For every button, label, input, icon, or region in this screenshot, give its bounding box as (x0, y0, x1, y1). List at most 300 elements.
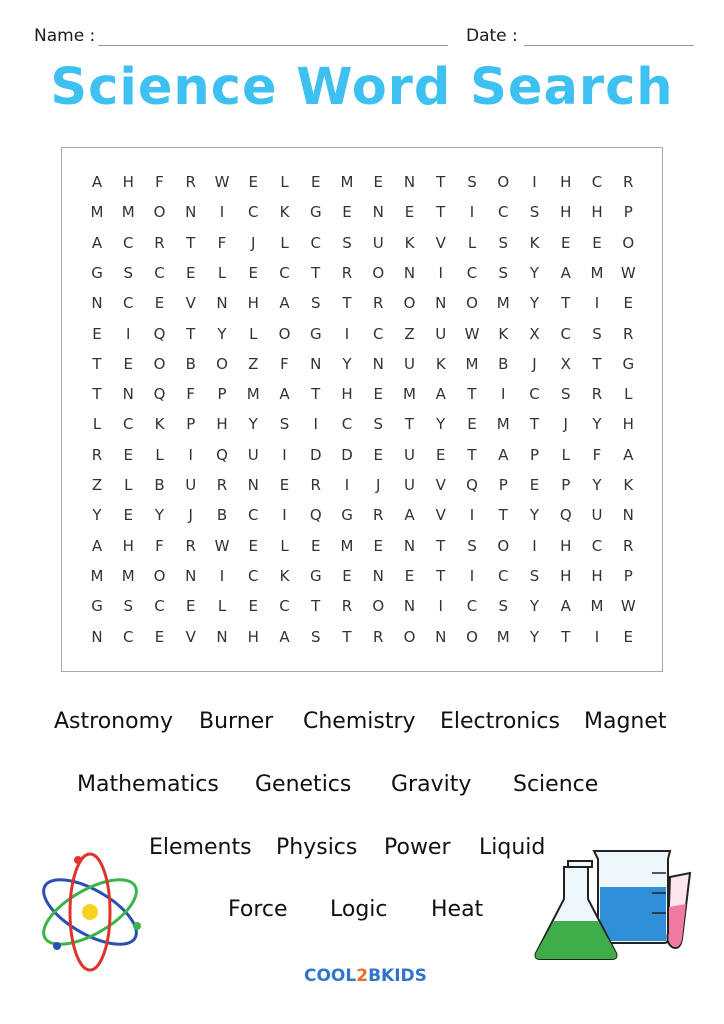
grid-letter: E (248, 536, 258, 555)
grid-letter: Y (436, 415, 446, 434)
grid-letter: U (404, 445, 415, 464)
grid-letter: E (373, 385, 383, 404)
grid-letter: V (185, 627, 196, 646)
brand-part-1: COOL (304, 966, 357, 986)
grid-letter: T (436, 566, 446, 585)
grid-letter: A (91, 536, 103, 555)
grid-letter: S (592, 324, 602, 343)
grid-letter: L (155, 445, 164, 464)
grid-letter: R (185, 173, 196, 191)
grid-letter: E (467, 415, 477, 434)
date-label: Date : (466, 26, 518, 46)
grid-letter: A (560, 597, 571, 616)
grid-letter: A (279, 294, 290, 313)
grid-letter: Y (342, 354, 352, 373)
grid-letter: Q (216, 445, 228, 464)
grid-letter: G (309, 203, 322, 222)
grid-letter: Y (529, 263, 540, 282)
word-item: Heat (431, 897, 484, 922)
word-item: Gravity (391, 772, 472, 797)
grid-letter: Y (592, 415, 602, 434)
word-item: Science (513, 772, 599, 797)
grid-letter: U (404, 354, 415, 373)
grid-letter: N (185, 566, 197, 585)
grid-letter: G (341, 506, 353, 525)
grid-letter: S (529, 203, 540, 222)
grid-letter: Y (529, 627, 540, 646)
grid-letter: Z (91, 476, 103, 494)
grid-letter: Y (248, 415, 258, 434)
grid-letter: B (154, 476, 165, 494)
name-label: Name : (34, 26, 96, 46)
grid-letter: R (373, 627, 384, 646)
grid-letter: Q (559, 506, 572, 525)
grid-letter: Y (592, 476, 602, 494)
grid-letter: E (342, 566, 352, 585)
grid-letter: R (623, 324, 634, 343)
grid-letter: E (154, 627, 165, 646)
grid-letter: G (622, 354, 635, 373)
grid-letter: I (469, 203, 475, 222)
grid-letter: O (153, 354, 166, 373)
grid-letter: P (217, 385, 227, 404)
grid-letter: M (590, 597, 604, 616)
grid-letter: E (404, 566, 415, 585)
grid-letter: O (278, 324, 291, 343)
grid-letter: L (280, 173, 289, 191)
grid-letter: E (279, 476, 290, 494)
grid-letter: T (467, 445, 477, 464)
grid-letter: M (90, 203, 104, 222)
grid-letter: C (591, 173, 603, 191)
grid-letter: C (279, 263, 290, 282)
grid-letter: C (498, 203, 509, 222)
grid-letter: S (467, 536, 477, 555)
grid-letter: C (123, 233, 134, 252)
grid-letter: Y (529, 294, 540, 313)
grid-letter: U (404, 476, 415, 494)
grid-letter: S (498, 233, 509, 252)
word-item: Logic (330, 897, 388, 922)
word-item: Physics (276, 835, 358, 860)
grid-letter: E (123, 506, 133, 525)
grid-letter: L (217, 263, 227, 282)
grid-letter: L (467, 233, 477, 252)
name-line[interactable] (98, 45, 448, 46)
grid-letter: I (188, 445, 193, 464)
grid-letter: H (341, 385, 353, 404)
grid-letter: F (592, 445, 602, 464)
grid-letter: O (216, 354, 228, 373)
grid-letter: S (123, 263, 134, 282)
grid-letter: Q (309, 506, 322, 525)
grid-letter: H (247, 627, 259, 646)
grid-letter: C (498, 566, 509, 585)
grid-letter: L (624, 385, 633, 404)
grid-letter: N (403, 597, 416, 616)
grid-letter: A (435, 385, 446, 404)
grid-letter: T (561, 294, 571, 313)
grid-letter: R (373, 506, 384, 525)
grid-letter: N (403, 263, 416, 282)
grid-letter: E (248, 597, 258, 616)
grid-letter: I (532, 173, 537, 191)
grid-letter: L (280, 233, 289, 252)
grid-letter: R (623, 173, 634, 191)
grid-letter: N (122, 385, 134, 404)
grid-letter: R (91, 445, 103, 464)
grid-letter: T (342, 294, 352, 313)
grid-letter: M (496, 627, 510, 646)
grid-letter: L (249, 324, 258, 343)
grid-letter: R (154, 233, 165, 252)
grid-letter: I (126, 324, 131, 343)
grid-letter: U (372, 233, 384, 252)
grid-letter: H (560, 536, 572, 555)
grid-letter: R (185, 536, 196, 555)
grid-letter: S (123, 597, 134, 616)
grid-letter: V (435, 233, 446, 252)
grid-letter: A (623, 445, 634, 464)
grid-letter: E (373, 445, 383, 464)
grid-letter: N (435, 627, 447, 646)
grid-letter: H (622, 415, 634, 434)
grid-letter: I (219, 566, 225, 585)
grid-letter: I (438, 263, 443, 282)
grid-letter: O (497, 173, 510, 191)
grid-letter: X (560, 354, 571, 373)
grid-letter: O (466, 627, 478, 646)
grid-letter: N (372, 203, 384, 222)
grid-letter: H (247, 294, 259, 313)
grid-letter: P (561, 476, 571, 494)
grid-letter: E (248, 173, 258, 191)
grid-letter: R (310, 476, 321, 494)
grid-letter: S (560, 385, 571, 404)
grid-letter: N (403, 536, 416, 555)
grid-letter: E (436, 445, 446, 464)
grid-letter: Q (466, 476, 478, 494)
grid-letter: P (529, 445, 540, 464)
grid-letter: E (373, 173, 383, 191)
grid-letter: M (496, 294, 510, 313)
grid-letter: S (373, 415, 384, 434)
word-item: Astronomy (54, 709, 174, 734)
grid-letter: V (185, 294, 196, 313)
grid-letter: B (216, 506, 228, 525)
grid-letter: F (155, 536, 164, 555)
grid-letter: W (214, 173, 230, 191)
grid-letter: K (435, 354, 446, 373)
word-item: Power (384, 835, 451, 860)
grid-letter: T (592, 354, 602, 373)
grid-letter: T (311, 263, 321, 282)
grid-letter: E (186, 597, 196, 616)
brand-part-3: BKIDS (368, 966, 427, 986)
grid-letter: T (436, 203, 446, 222)
grid-letter: T (404, 415, 415, 434)
grid-letter: K (279, 566, 290, 585)
grid-letter: C (529, 385, 540, 404)
grid-letter: I (469, 566, 475, 585)
grid-letter: I (344, 324, 350, 343)
grid-letter: J (376, 476, 381, 494)
grid-letter: N (372, 566, 384, 585)
word-search-grid (61, 147, 663, 672)
grid-letter: M (465, 354, 479, 373)
grid-letter: T (92, 354, 102, 373)
grid-letter: T (342, 627, 352, 646)
grid-letter: W (214, 536, 230, 555)
grid-letter: R (623, 536, 634, 555)
grid-letter: C (154, 597, 165, 616)
grid-letter: T (529, 415, 540, 434)
grid-letter: O (372, 597, 385, 616)
grid-letter: T (92, 385, 102, 404)
grid-letter: M (121, 566, 135, 585)
grid-letter: G (309, 324, 322, 343)
grid-letter: W (620, 597, 636, 616)
grid-letter: O (153, 566, 166, 585)
grid-letter: A (279, 385, 290, 404)
grid-letter: E (186, 263, 196, 282)
grid-letter: C (591, 536, 603, 555)
grid-letter: H (216, 415, 228, 434)
grid-letter: N (622, 506, 634, 525)
grid-letter: G (309, 566, 322, 585)
grid-letter: I (469, 506, 475, 525)
grid-letter: C (341, 415, 353, 434)
grid-letter: M (90, 566, 104, 585)
word-item: Burner (199, 709, 274, 734)
grid-letter: I (313, 415, 318, 434)
word-item: Mathematics (77, 772, 219, 797)
grid-letter: I (501, 385, 506, 404)
grid-letter: T (467, 385, 477, 404)
grid-letter: E (123, 445, 133, 464)
grid-letter: A (279, 627, 290, 646)
grid-letter: U (435, 324, 447, 343)
grid-letter: Y (92, 506, 102, 525)
grid-letter: N (435, 294, 447, 313)
grid-letter: A (498, 445, 509, 464)
grid-letter: E (92, 324, 102, 343)
grid-letter: L (217, 597, 227, 616)
grid-letter: B (498, 354, 509, 373)
grid-letter: N (372, 354, 384, 373)
grid-letter: C (123, 294, 134, 313)
grid-letter: I (282, 506, 287, 525)
grid-letter: P (623, 566, 633, 585)
grid-letter: S (529, 566, 540, 585)
grid-letter: P (186, 415, 196, 434)
grid-letter: F (280, 354, 289, 373)
grid-letter: E (404, 203, 415, 222)
grid-letter: N (91, 627, 103, 646)
grid-letter: I (594, 627, 600, 646)
grid-letter: B (185, 354, 196, 373)
word-item: Force (228, 897, 288, 922)
date-line[interactable] (524, 45, 694, 46)
grid-letter: V (435, 476, 446, 494)
grid-letter: Z (404, 324, 415, 343)
grid-letter: V (435, 506, 446, 525)
word-item: Genetics (255, 772, 352, 797)
grid-letter: O (403, 627, 416, 646)
grid-letter: H (122, 173, 134, 191)
grid-letter: J (563, 415, 568, 434)
grid-letter: N (216, 627, 228, 646)
grid-letter: R (341, 263, 353, 282)
grid-letter: E (561, 233, 571, 252)
grid-letter: E (592, 233, 602, 252)
brand-logo[interactable] (304, 966, 427, 986)
grid-letter: M (496, 415, 510, 434)
grid-letter: E (311, 536, 321, 555)
grid-letter: E (529, 476, 540, 494)
grid-letter: E (342, 203, 352, 222)
grid-letter: T (498, 506, 508, 525)
atom-icon (30, 848, 152, 974)
brand-part-2: 2 (356, 966, 369, 986)
grid-letter: E (623, 294, 633, 313)
grid-letter: R (591, 385, 603, 404)
grid-letter: J (188, 506, 193, 525)
grid-letter: H (560, 203, 572, 222)
page-title: Science Word Search (50, 58, 674, 117)
grid-letter: N (247, 476, 259, 494)
grid-letter: M (340, 536, 354, 555)
grid-letter: Y (154, 506, 165, 525)
grid-letter: K (498, 324, 509, 343)
grid-letter: T (436, 536, 446, 555)
grid-letter: F (217, 233, 227, 252)
grid-letter: Y (529, 506, 540, 525)
grid-letter: Y (529, 597, 540, 616)
lab-glassware-icon (532, 843, 698, 963)
grid-letter: S (279, 415, 290, 434)
grid-letter: K (623, 476, 634, 494)
grid-letter: M (590, 263, 604, 282)
grid-letter: H (560, 566, 572, 585)
grid-letter: M (403, 385, 416, 404)
grid-letter: O (403, 294, 416, 313)
grid-letter: N (216, 294, 228, 313)
grid-letter: X (529, 324, 540, 343)
grid-letter: F (155, 173, 164, 191)
grid-letter: L (561, 445, 570, 464)
grid-letter: A (91, 233, 103, 252)
grid-letter: G (91, 263, 103, 282)
grid-letter: S (498, 263, 509, 282)
grid-letter: E (154, 294, 165, 313)
grid-letter: N (403, 173, 416, 191)
grid-letter: T (311, 385, 321, 404)
grid-letter: O (466, 294, 478, 313)
word-item: Liquid (479, 835, 546, 860)
grid-letter: W (464, 324, 480, 343)
grid-letter: L (92, 415, 102, 434)
word-item: Electronics (440, 709, 560, 734)
grid-letter: T (436, 173, 446, 191)
grid-letter: I (219, 203, 225, 222)
grid-letter: C (279, 597, 290, 616)
grid-letter: H (591, 566, 603, 585)
grid-letter: P (623, 203, 633, 222)
grid-letter: O (497, 536, 510, 555)
grid-letter: C (123, 627, 134, 646)
grid-letter: U (591, 506, 603, 525)
grid-letter: E (623, 627, 633, 646)
grid-letter: Q (153, 385, 166, 404)
grid-letter: R (216, 476, 228, 494)
grid-letter: S (342, 233, 352, 252)
grid-letter: M (340, 173, 354, 191)
grid-letter: C (248, 566, 259, 585)
grid-letter: R (373, 294, 384, 313)
grid-letter: H (122, 536, 134, 555)
grid-letter: D (341, 445, 353, 464)
grid-letter: O (622, 233, 635, 252)
grid-letter: C (310, 233, 321, 252)
grid-letter: K (404, 233, 415, 252)
grid-letter: I (594, 294, 600, 313)
grid-letter: L (280, 536, 289, 555)
grid-letter: L (124, 476, 133, 494)
grid-letter: J (251, 233, 256, 252)
word-item: Chemistry (303, 709, 416, 734)
grid-letter: S (467, 173, 477, 191)
grid-letter: C (466, 597, 478, 616)
grid-letter: A (404, 506, 415, 525)
grid-letter: U (185, 476, 197, 494)
grid-letter: O (372, 263, 385, 282)
grid-letter: U (247, 445, 259, 464)
grid-letter: C (154, 263, 165, 282)
grid-letter: T (311, 597, 321, 616)
grid-letter: O (153, 203, 166, 222)
grid-letter: H (591, 203, 603, 222)
grid-letter: M (121, 203, 135, 222)
grid-letter: S (310, 627, 321, 646)
grid-letter: E (123, 354, 133, 373)
grid-letter: H (560, 173, 572, 191)
grid-letter: E (248, 263, 258, 282)
word-item: Elements (149, 835, 252, 860)
grid-letter: P (498, 476, 508, 494)
grid-letter: C (123, 415, 134, 434)
grid-letter: A (91, 173, 103, 191)
grid-letter: C (560, 324, 571, 343)
grid-letter: Q (153, 324, 166, 343)
grid-letter: C (373, 324, 384, 343)
grid-letter: J (532, 354, 537, 373)
grid-letter: S (498, 597, 509, 616)
grid-letter: T (186, 324, 196, 343)
grid-letter: I (438, 597, 443, 616)
grid-letter: T (186, 233, 196, 252)
grid-letter: K (279, 203, 290, 222)
grid-letter: S (310, 294, 321, 313)
grid-letter: N (185, 203, 197, 222)
grid-letter: T (561, 627, 571, 646)
grid-letter: M (246, 385, 260, 404)
grid-letter: E (373, 536, 383, 555)
grid-letter: A (560, 263, 571, 282)
grid-letter: I (532, 536, 537, 555)
grid-letter: W (620, 263, 636, 282)
grid-letter: D (309, 445, 322, 464)
